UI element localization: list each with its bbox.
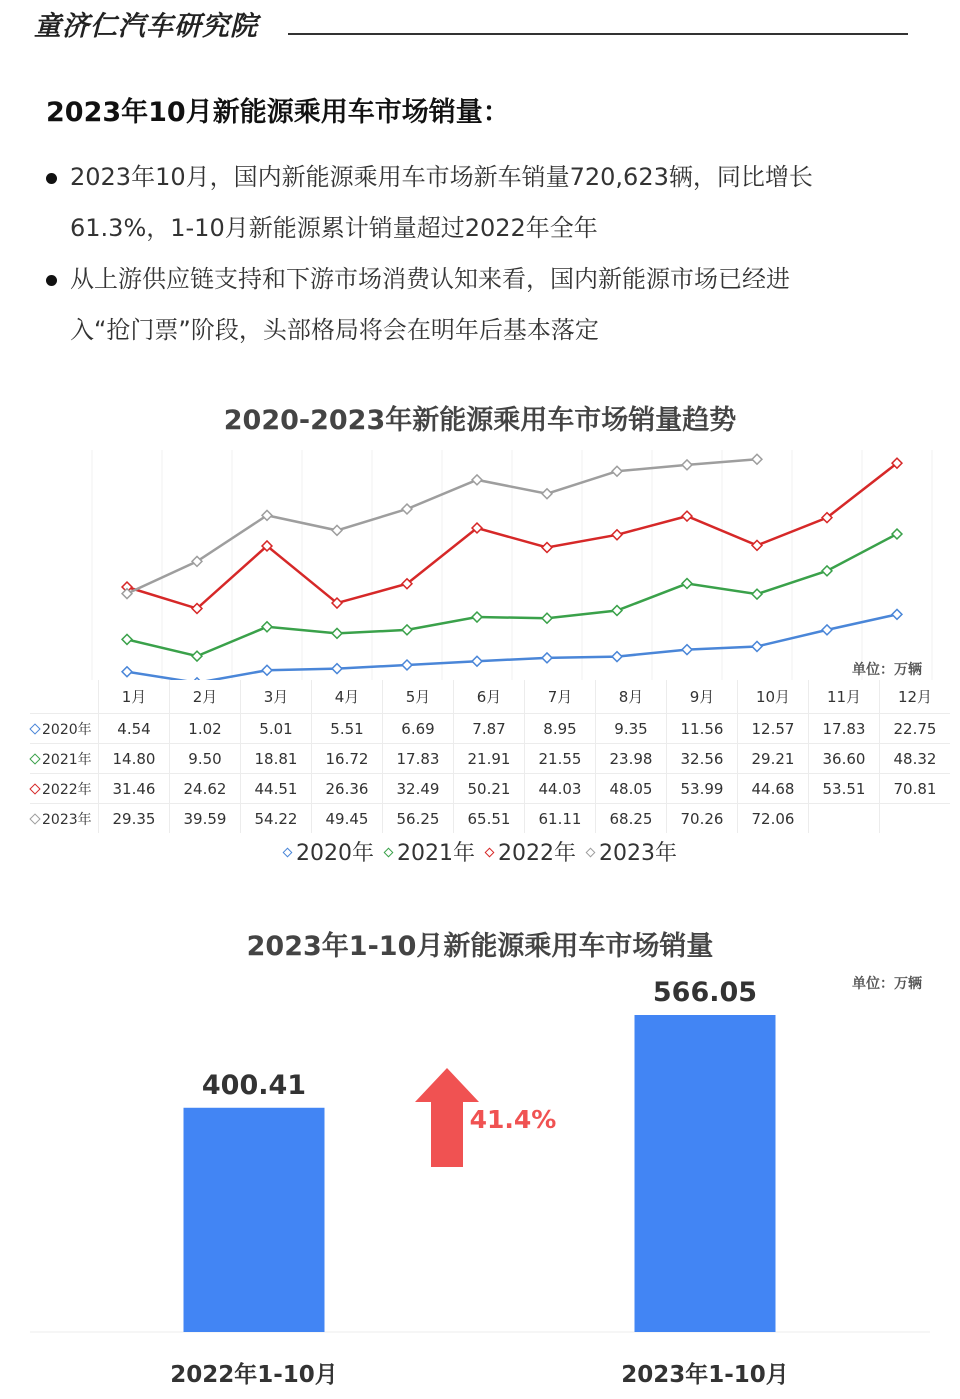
data-point — [682, 645, 692, 655]
header-rule — [288, 33, 908, 35]
table-cell: 7.87 — [454, 714, 525, 744]
legend-item: 2021年 — [384, 841, 475, 866]
diamond-marker-icon — [29, 783, 40, 794]
x-tick-label: 12月 — [880, 680, 951, 714]
table-cell: 17.83 — [809, 714, 880, 744]
table-cell: 61.11 — [525, 804, 596, 834]
data-point — [332, 525, 342, 535]
table-cell: 11.56 — [667, 714, 738, 744]
series-label: 2022年 — [30, 774, 99, 804]
data-point — [752, 454, 762, 464]
table-cell: 53.99 — [667, 774, 738, 804]
table-cell: 32.49 — [383, 774, 454, 804]
data-point — [472, 612, 482, 622]
trend-chart-title: 2020-2023年新能源乘用车市场销量趋势 — [223, 405, 737, 436]
bullet-line: 从上游供应链支持和下游市场消费认知来看，国内新能源市场已经进 — [70, 265, 790, 293]
x-tick-label: 6月 — [454, 680, 525, 714]
legend-item: 2022年 — [485, 841, 576, 866]
bullet-list — [44, 152, 924, 356]
series-label: 2023年 — [30, 804, 99, 834]
table-cell: 44.68 — [738, 774, 809, 804]
table-row — [30, 804, 950, 834]
table-cell: 48.05 — [596, 774, 667, 804]
data-point — [402, 660, 412, 670]
growth-label: 41.4% — [469, 1105, 557, 1134]
data-point — [542, 543, 552, 553]
series-label: 2020年 — [30, 714, 99, 744]
data-point — [542, 489, 552, 499]
data-point — [822, 566, 832, 576]
bullet-dot-icon — [46, 275, 57, 286]
bullet-line: 入“抢门票”阶段，头部格局将会在明年后基本落定 — [70, 316, 599, 344]
data-point — [892, 529, 902, 539]
bar-category-label: 2022年1-10月 — [170, 1362, 338, 1388]
table-cell: 32.56 — [667, 744, 738, 774]
data-point — [472, 656, 482, 666]
table-cell: 53.51 — [809, 774, 880, 804]
data-point — [122, 667, 132, 677]
data-point — [682, 579, 692, 589]
table-cell: 24.62 — [170, 774, 241, 804]
data-point — [332, 664, 342, 674]
x-tick-label: 4月 — [312, 680, 383, 714]
diamond-marker-icon — [29, 813, 40, 824]
bar-value-label: 566.05 — [652, 980, 758, 1008]
table-cell: 4.54 — [99, 714, 170, 744]
data-point — [612, 652, 622, 662]
data-point — [472, 475, 482, 485]
page-heading: 2023年10月新能源乘用车市场销量： — [46, 97, 510, 128]
table-cell: 9.35 — [596, 714, 667, 744]
legend-item: 2023年 — [586, 841, 677, 866]
table-cell: 12.57 — [738, 714, 809, 744]
data-point — [332, 628, 342, 638]
table-cell: 65.51 — [454, 804, 525, 834]
data-point — [402, 625, 412, 635]
data-point — [262, 622, 272, 632]
bar-value-label: 400.41 — [201, 1069, 307, 1101]
table-row — [30, 774, 950, 804]
table-cell: 70.81 — [880, 774, 951, 804]
x-tick-label: 9月 — [667, 680, 738, 714]
table-cell: 56.25 — [383, 804, 454, 834]
data-point — [612, 466, 622, 476]
bar — [635, 1015, 776, 1332]
diamond-marker-icon — [485, 848, 495, 858]
bar-category-label: 2023年1-10月 — [621, 1362, 789, 1388]
data-point — [822, 625, 832, 635]
total-bar-chart — [0, 980, 960, 1350]
table-row — [30, 744, 950, 774]
data-point — [262, 665, 272, 675]
trend-legend — [0, 836, 960, 867]
x-tick-label: 2月 — [170, 680, 241, 714]
table-cell: 8.95 — [525, 714, 596, 744]
table-cell: 14.80 — [99, 744, 170, 774]
table-cell — [809, 804, 880, 834]
bullet-line: 2023年10月，国内新能源乘用车市场新车销量720,623辆，同比增长 — [70, 163, 813, 191]
table-cell: 9.50 — [170, 744, 241, 774]
table-cell: 26.36 — [312, 774, 383, 804]
table-cell: 23.98 — [596, 744, 667, 774]
table-cell: 72.06 — [738, 804, 809, 834]
table-cell: 5.01 — [241, 714, 312, 744]
table-cell: 21.91 — [454, 744, 525, 774]
trend-line-chart — [0, 440, 960, 680]
table-cell: 49.45 — [312, 804, 383, 834]
table-cell: 17.83 — [383, 744, 454, 774]
table-cell: 5.51 — [312, 714, 383, 744]
bullet-line: 61.3%，1-10月新能源累计销量超过2022年全年 — [70, 214, 598, 242]
bullet-dot-icon — [46, 173, 57, 184]
x-tick-label: 8月 — [596, 680, 667, 714]
data-point — [402, 504, 412, 514]
data-point — [612, 606, 622, 616]
series-label: 2021年 — [30, 744, 99, 774]
table-cell — [880, 804, 951, 834]
table-cell: 16.72 — [312, 744, 383, 774]
bar-chart-title: 2023年1-10月新能源乘用车市场销量 — [246, 931, 714, 962]
table-cell: 39.59 — [170, 804, 241, 834]
table-cell: 48.32 — [880, 744, 951, 774]
brand-logo-text: 童济仁汽车研究院 — [34, 11, 258, 42]
diamond-marker-icon — [283, 848, 293, 858]
table-cell: 44.03 — [525, 774, 596, 804]
diamond-marker-icon — [586, 848, 596, 858]
bullet-item — [44, 254, 924, 356]
data-point — [542, 653, 552, 663]
data-point — [122, 589, 132, 599]
table-cell: 22.75 — [880, 714, 951, 744]
table-cell: 54.22 — [241, 804, 312, 834]
diamond-marker-icon — [29, 753, 40, 764]
table-cell: 18.81 — [241, 744, 312, 774]
table-cell: 70.26 — [667, 804, 738, 834]
diamond-marker-icon — [29, 723, 40, 734]
bar — [184, 1108, 325, 1332]
table-cell: 29.35 — [99, 804, 170, 834]
data-point — [122, 634, 132, 644]
table-cell: 68.25 — [596, 804, 667, 834]
table-corner — [30, 680, 99, 714]
table-cell: 36.60 — [809, 744, 880, 774]
table-cell: 21.55 — [525, 744, 596, 774]
data-point — [752, 641, 762, 651]
data-point — [752, 589, 762, 599]
trend-data-table — [30, 680, 950, 833]
x-tick-label: 1月 — [99, 680, 170, 714]
data-point — [892, 609, 902, 619]
data-point — [682, 460, 692, 470]
table-cell: 44.51 — [241, 774, 312, 804]
table-row — [30, 714, 950, 744]
data-point — [682, 511, 692, 521]
diamond-marker-icon — [384, 848, 394, 858]
x-tick-label: 11月 — [809, 680, 880, 714]
bullet-item — [44, 152, 924, 254]
table-cell: 1.02 — [170, 714, 241, 744]
data-point — [752, 540, 762, 550]
x-tick-label: 10月 — [738, 680, 809, 714]
table-cell: 50.21 — [454, 774, 525, 804]
data-point — [542, 613, 552, 623]
x-tick-label: 3月 — [241, 680, 312, 714]
table-cell: 6.69 — [383, 714, 454, 744]
data-point — [612, 530, 622, 540]
bar-unit-label: 单位：万辆 — [852, 976, 922, 992]
legend-item: 2020年 — [283, 841, 374, 866]
data-point — [192, 651, 202, 661]
x-tick-label: 5月 — [383, 680, 454, 714]
x-tick-label: 7月 — [525, 680, 596, 714]
table-cell: 29.21 — [738, 744, 809, 774]
trend-unit-label: 单位：万辆 — [852, 662, 922, 678]
table-cell: 31.46 — [99, 774, 170, 804]
